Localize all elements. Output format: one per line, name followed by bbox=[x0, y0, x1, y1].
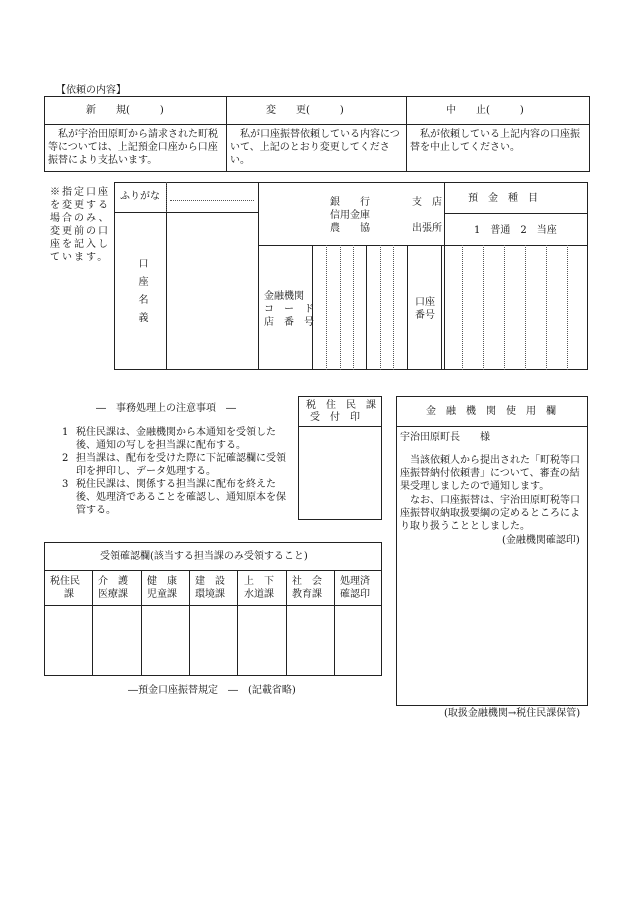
confirm-stamp-kaigo[interactable] bbox=[93, 606, 140, 675]
bank-code-label-3: 店 番 号 bbox=[264, 317, 314, 328]
option-new-label[interactable]: 新 規( ) bbox=[86, 105, 164, 116]
option-stop-label[interactable]: 中 止( ) bbox=[446, 105, 524, 116]
notes-item-2: 担当課は、配布を受けた際に下記確認欄に受領印を押印し、データ処理する。 bbox=[76, 453, 286, 477]
notes-item-3-num: 3 bbox=[62, 479, 69, 490]
confirm-stamp-kenko[interactable] bbox=[142, 606, 188, 675]
confirm-col-kaigo-1: 介 護 bbox=[98, 576, 128, 587]
bank-use-stamp: (金融機関確認印) bbox=[502, 535, 580, 546]
confirm-col-kensetsu-1: 建 設 bbox=[195, 576, 225, 587]
confirm-stamp-shakai[interactable] bbox=[287, 606, 333, 675]
bank-code-label-2: コ ー ド bbox=[264, 304, 314, 315]
account-number-label-1: 口座 bbox=[415, 297, 435, 308]
request-heading: 【依頼の内容】 bbox=[56, 85, 126, 96]
confirm-col-shakai-2: 教育課 bbox=[292, 589, 322, 600]
confirmation-title: 受領確認欄(該当する担当課のみ受領すること) bbox=[100, 551, 308, 562]
furigana-label: ふりがな bbox=[120, 191, 160, 202]
bank-type-shinkin[interactable]: 信用金庫 bbox=[330, 210, 370, 221]
option-new-text: 私が宇治田原町から請求された町税等については、上記預金口座から口座振替により支払います。 bbox=[48, 129, 218, 166]
rules-note: ―預金口座振替規定 ― (記載省略) bbox=[128, 685, 296, 696]
confirm-stamp-jogesui[interactable] bbox=[238, 606, 285, 675]
notes-item-3: 税住民課は、関係する担当課に配布を終えた後、処理済であることを確認し、通知原本を保管する。 bbox=[76, 479, 286, 516]
receipt-stamp-line2: 受付印 bbox=[310, 412, 370, 423]
confirm-col-shorizumi-2: 確認印 bbox=[340, 589, 370, 600]
deposit-type-options[interactable]: 1 普通 2 当座 bbox=[474, 225, 557, 236]
account-holder-input[interactable] bbox=[172, 222, 254, 362]
option-change-text: 私が口座振替依頼している内容について、上記のとおり変更してください。 bbox=[230, 129, 400, 166]
footer-note: (取扱金融機関→税住民課保管) bbox=[444, 708, 581, 719]
confirm-stamp-shorizumi[interactable] bbox=[335, 606, 381, 675]
confirm-col-shakai-1: 社 会 bbox=[292, 576, 322, 587]
confirm-col-kenko-1: 健 康 bbox=[147, 576, 177, 587]
confirm-col-jogesui-1: 上 下 bbox=[244, 576, 274, 587]
change-note: ※指定口座を変更する場合のみ、変更前の口座を記入しています。 bbox=[50, 187, 111, 263]
bank-use-title: 金 融 機 関 使 用 欄 bbox=[426, 406, 556, 417]
bank-code-label-1: 金融機関 bbox=[264, 291, 304, 302]
deposit-type-label: 預 金 種 目 bbox=[468, 193, 538, 204]
notes-item-2-num: 2 bbox=[62, 453, 69, 464]
bank-type-nokyo[interactable]: 農 協 bbox=[330, 223, 370, 234]
confirm-col-shorizumi-1: 処理済 bbox=[340, 576, 370, 587]
branch-type-shuchojo[interactable]: 出張所 bbox=[412, 223, 442, 234]
account-holder-label: 口座名義 bbox=[136, 258, 147, 330]
confirm-col-kenko-2: 児童課 bbox=[147, 589, 177, 600]
confirm-stamp-kensetsu[interactable] bbox=[190, 606, 236, 675]
notes-item-1-num: 1 bbox=[62, 427, 69, 438]
account-number-label-2: 番号 bbox=[415, 310, 435, 321]
confirm-stamp-zeijumin[interactable] bbox=[45, 606, 91, 675]
notes-title: ― 事務処理上の注意事項 ― bbox=[96, 403, 236, 414]
bank-type-bank[interactable]: 銀 行 bbox=[330, 197, 370, 208]
bank-use-body2: なお、口座振替は、宇治田原町税等口座振替収納取扱要綱の定めるところにより取り扱うこととしました。 bbox=[400, 495, 580, 532]
bank-use-addressee: 宇治田原町長 様 bbox=[400, 432, 490, 443]
option-change-label[interactable]: 変 更( ) bbox=[266, 105, 344, 116]
confirm-col-zeijumin-2: 課 bbox=[64, 589, 74, 600]
bank-use-body1: 当該依頼人から提出された「町税等口座振替納付依頼書」について、審査の結果受理しましたので通知します。 bbox=[400, 455, 580, 492]
branch-type-shiten[interactable]: 支 店 bbox=[412, 197, 442, 208]
confirm-col-kensetsu-2: 環境課 bbox=[195, 589, 225, 600]
notes-item-1: 税住民課は、金融機関から本通知を受領した後、通知の写しを担当課に配布する。 bbox=[76, 427, 276, 451]
confirm-col-jogesui-2: 水道課 bbox=[244, 589, 274, 600]
receipt-stamp-line1: 税住民課 bbox=[306, 400, 386, 411]
confirm-col-kaigo-2: 医療課 bbox=[98, 589, 128, 600]
confirm-col-zeijumin-1: 税住民 bbox=[50, 576, 80, 587]
option-stop-text: 私が依頼している上記内容の口座振替を中止してください。 bbox=[410, 129, 580, 153]
